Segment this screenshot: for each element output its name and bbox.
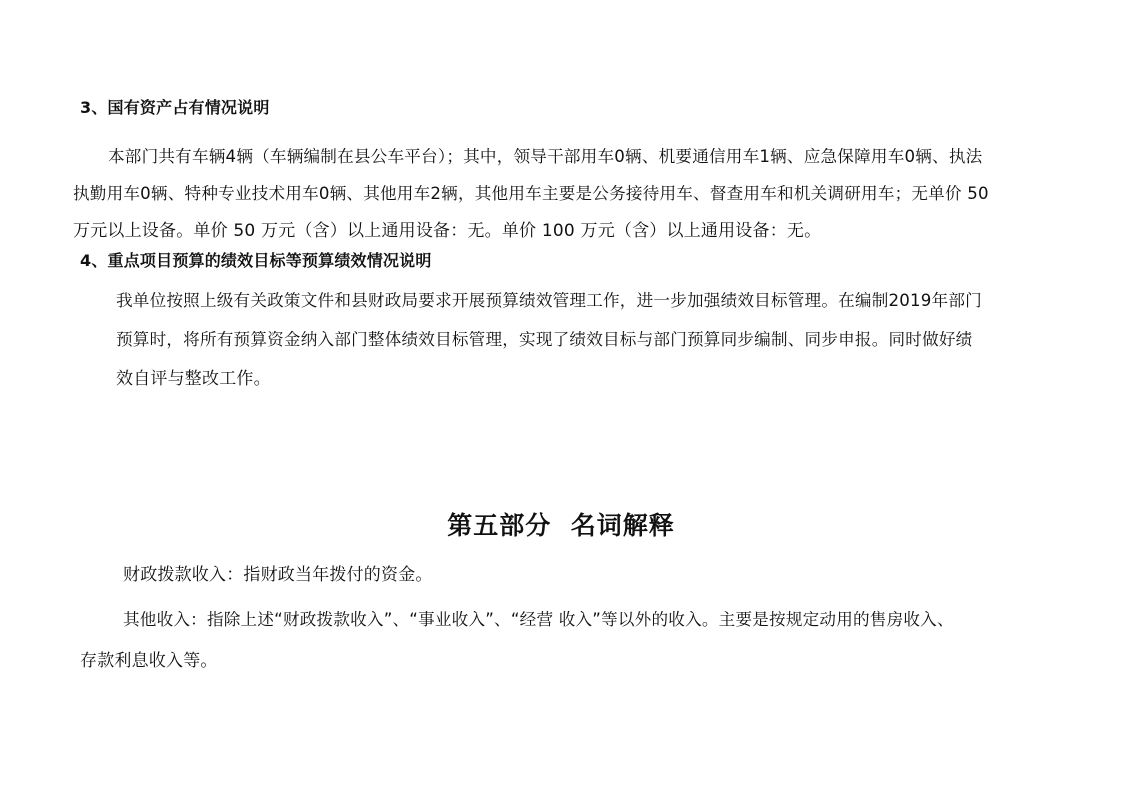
section-4-paragraph-line-3: 效自评与整改工作。 bbox=[116, 369, 271, 389]
section-4-paragraph-line-1: 我单位按照上级有关政策文件和县财政局要求开展预算绩效管理工作，进一步加强绩效目标管理。在编制2019年部门 bbox=[116, 291, 982, 310]
section-3-heading: 3、国有资产占有情况说明 bbox=[80, 98, 270, 117]
definition-fiscal-appropriation-income: 财政拨款收入：指财政当年拨付的资金。 bbox=[123, 565, 433, 585]
definition-other-income-line-1: 其他收入：指除上述“财政拨款收入”、“事业收入”、“经营 收入”等以外的收入。主要是按规定动用的售房收入、 bbox=[123, 610, 954, 629]
section-3-paragraph-line-3: 万元以上设备。单价 50 万元（含）以上通用设备：无。单价 100 万元（含）以上通用设备：无。 bbox=[73, 221, 822, 241]
section-3-paragraph-line-2: 执勤用车0辆、特种专业技术用车0辆、其他用车2辆，其他用车主要是公务接待用车、督查用车和机关调研用车；无单价 50 bbox=[73, 184, 989, 203]
section-3-paragraph-line-1: 本部门共有车辆4辆（车辆编制在县公车平台）；其中，领导干部用车0辆、机要通信用车1辆、应急保障用车0辆、执法 bbox=[108, 147, 983, 166]
definition-other-income-line-2: 存款利息收入等。 bbox=[80, 651, 218, 671]
section-4-paragraph-line-2: 预算时，将所有预算资金纳入部门整体绩效目标管理，实现了绩效目标与部门预算同步编制、同步申报。同时做好绩 bbox=[116, 330, 973, 349]
section-4-heading: 4、重点项目预算的绩效目标等预算绩效情况说明 bbox=[80, 251, 432, 270]
part-5-title: 第五部分 名词解释 bbox=[447, 511, 675, 540]
